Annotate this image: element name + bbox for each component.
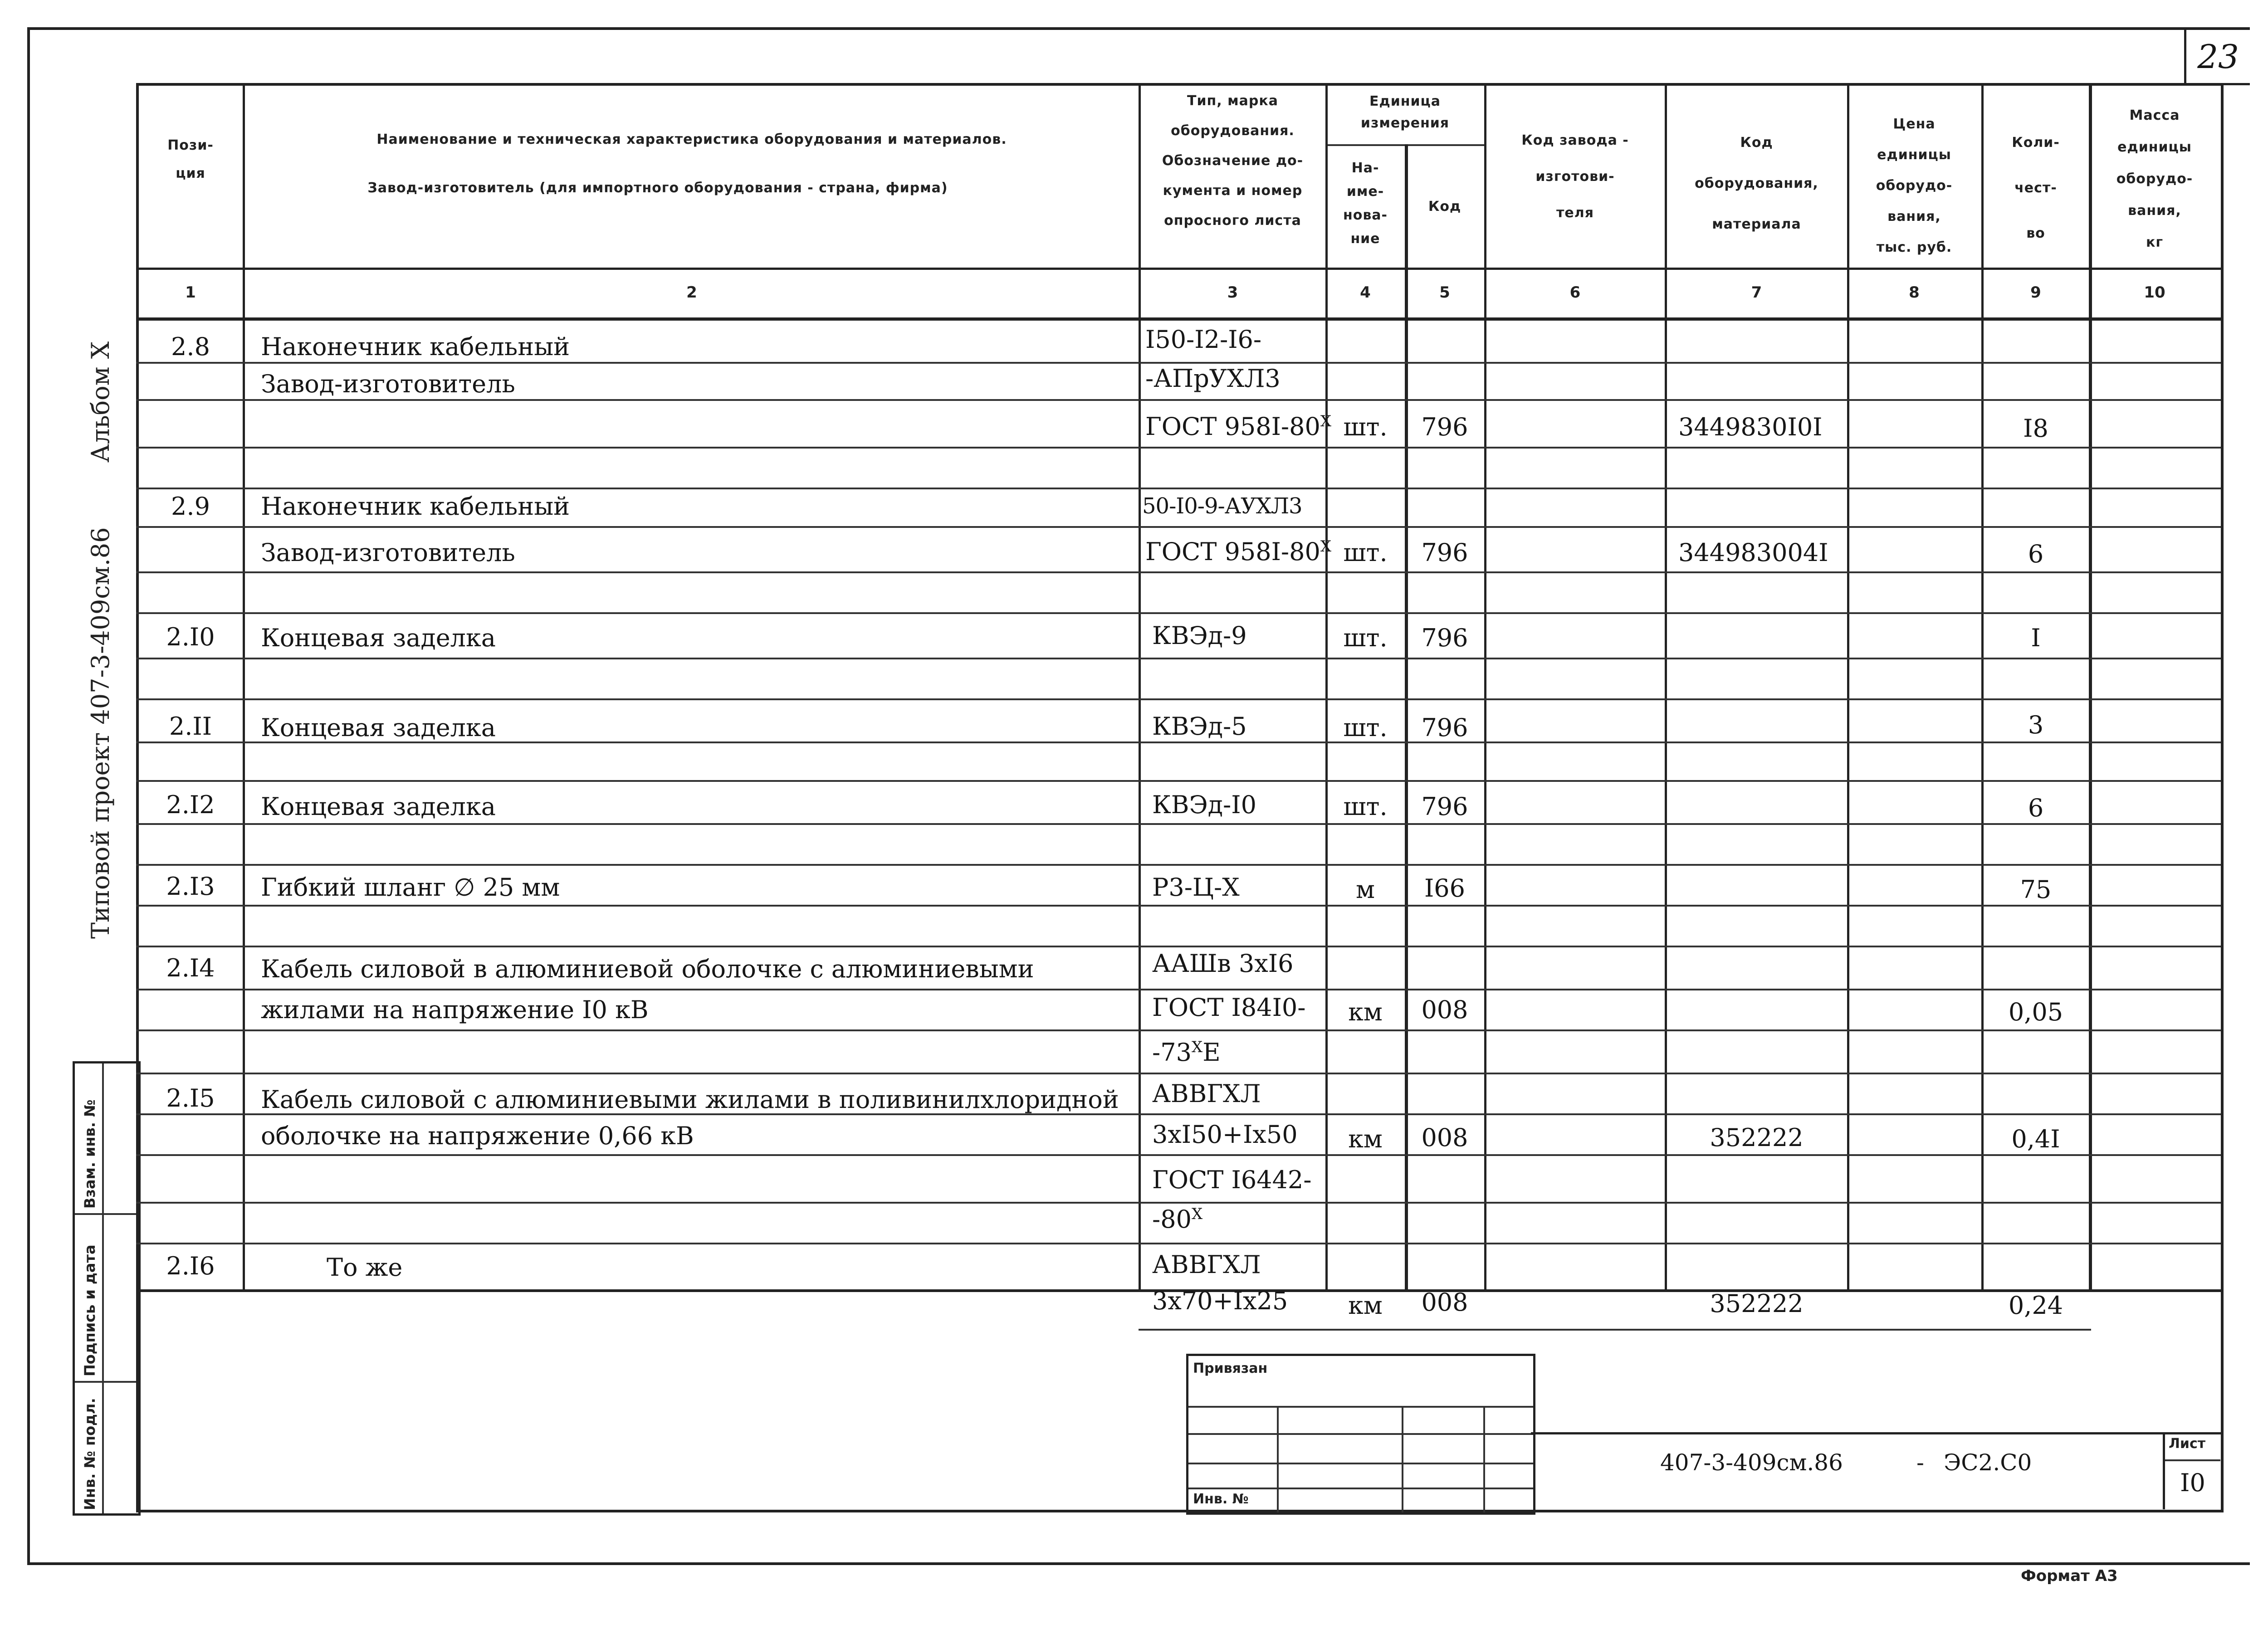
row-line [136,526,2221,528]
col-line-7 [1847,83,1849,1289]
inv-no-label: Инв. № [1193,1491,1249,1507]
header-quantity: Коли- чест- во [2012,135,2060,241]
col-line-2 [1139,83,1141,1289]
binding-label: Привязан [1193,1361,1268,1376]
row-type: 3х70+Iх25 [1152,1287,1288,1315]
row-unit-code: 008 [1421,995,1468,1024]
row-type: -АПрУХЛ3 [1145,364,1281,393]
row-type: АВВГХЛ [1152,1079,1261,1108]
binding-stamp [1186,1354,1535,1515]
colnum-6: 6 [1569,283,1581,302]
row-line [136,658,2221,659]
row-line [136,864,2221,866]
corner-number-box [2184,29,2250,85]
header-unit-group: Единица измерения [1360,93,1450,131]
title-stamp-top [1531,1432,2221,1434]
row-line [136,1073,2221,1074]
col-line-1 [243,83,245,1289]
row-name: Кабель силовой в алюминиевой оболочке с алюминиевыми [261,955,1034,983]
header-type: Тип, марка оборудования. Обозначение до- кумента и номер опросного листа [1162,93,1304,229]
row-position: 2.I2 [166,790,215,819]
inv-orig-label: Инв. № подл. [81,1398,98,1510]
row-name: Наконечник кабельный [261,492,570,521]
row-unit: шт. [1343,538,1388,567]
row-name: То же [327,1253,403,1282]
header-name-line1: Наименование и техническая характеристика оборудования и материалов. [376,132,1007,147]
header-equipment-code: Код оборудования, материала [1695,135,1818,232]
row-unit: км [1348,1291,1383,1320]
row-unit-code: 796 [1421,792,1468,821]
row-type: Р3-Ц-Х [1152,873,1240,902]
row-quantity: 0,24 [2008,1291,2063,1320]
row-name: Гибкий шланг ∅ 25 мм [261,873,560,902]
colnum-10: 10 [2144,283,2165,302]
row-unit: шт. [1343,713,1388,742]
row-unit-code: 008 [1421,1123,1468,1152]
colnum-8: 8 [1909,283,1920,302]
col-line-6 [1665,83,1667,1289]
row-position: 2.8 [171,332,210,361]
row-type: $-80^X$ [1152,1205,1203,1234]
row-name: Завод-изготовитель [261,370,515,398]
row-position: 2.9 [171,492,210,521]
page-left-border [27,27,30,1562]
row-unit: шт. [1343,792,1388,821]
row-unit-code: 796 [1421,713,1468,742]
row-position: 2.I3 [166,872,215,901]
row-quantity: 0,4I [2011,1125,2060,1153]
row-type: АВВГХЛ [1152,1250,1261,1279]
header-mass: Масса единицы оборудо- вания, кг [2116,107,2193,250]
sheet-box [2163,1432,2220,1509]
sheet-label: Лист [2169,1436,2206,1452]
row-type: КВЭд-I0 [1152,790,1256,819]
row-position: 2.I0 [166,623,215,651]
row-unit: шт. [1343,624,1388,652]
code-dash: - [1916,1449,1924,1476]
sign-date-label: Подпись и дата [81,1244,98,1376]
row-equipment-code: 352222 [1710,1289,1804,1318]
header-factory-code: Код завода - изготови- теля [1521,132,1629,221]
col-line-3 [1325,83,1328,1289]
row-quantity: 3 [2028,711,2044,739]
colnum-3: 3 [1227,283,1238,302]
row-unit-code: I66 [1424,874,1466,902]
row-line [136,780,2221,782]
colnum-7: 7 [1751,283,1762,302]
row-name: оболочке на напряжение 0,66 кВ [261,1122,694,1150]
row-type: $-73^XЕ$ [1152,1038,1221,1067]
row-line [136,946,2221,947]
row-name: Концевая заделка [261,792,496,821]
row-name: жилами на напряжение I0 кВ [261,995,649,1024]
row-equipment-code: 3449830I0I [1678,413,1823,441]
row-quantity: 6 [2028,540,2044,568]
row-unit: м [1355,875,1375,904]
header-unit-code: Код [1428,199,1461,215]
row-quantity: I8 [2023,414,2048,443]
row-line [136,905,2221,907]
row-name: Кабель силовой с алюминиевыми жилами в поливинилхлоридной [261,1085,1119,1114]
colnum-1: 1 [185,283,196,302]
document-code: 407-3-409см.86 [1660,1449,1843,1476]
row-unit-code: 008 [1421,1288,1468,1317]
row-type: 50-I0-9-АУХЛ3 [1142,493,1302,519]
row-type: КВЭд-9 [1152,621,1247,650]
numbers-bottom-line [136,317,2221,321]
row-line [136,989,2221,990]
row-line [1139,1329,2091,1331]
header-price: Цена единицы оборудо- вания, тыс. руб. [1876,116,1953,255]
row-unit-code: 796 [1421,624,1468,652]
row-name: Концевая заделка [261,713,496,742]
row-unit: км [1348,998,1383,1026]
left-stamp-strip [73,1061,141,1516]
row-line [136,1243,2221,1244]
header-unit-name: На- име- нова- ние [1343,160,1388,247]
row-name: Завод-изготовитель [261,538,515,567]
row-line [136,1029,2221,1031]
row-position: 2.I6 [166,1252,215,1280]
row-quantity: 75 [2020,875,2052,904]
colnum-4: 4 [1360,283,1371,302]
row-type: ААШв 3хI6 [1152,949,1294,978]
row-line [136,1154,2221,1156]
row-position: 2.I5 [166,1084,215,1112]
colnum-9: 9 [2030,283,2041,302]
row-unit: шт. [1343,413,1388,441]
row-line [136,362,2221,364]
row-equipment-code: 352222 [1710,1123,1804,1152]
row-unit-code: 796 [1421,538,1468,567]
col-line-9 [2089,83,2092,1289]
page-bottom-border [27,1562,2250,1565]
header-bottom-line [136,268,2221,270]
header-position: Пози- ция [167,137,214,181]
row-type: ГОСТ I84I0- [1152,993,1306,1022]
row-line [136,1202,2221,1204]
format-label: Формат А3 [2021,1567,2118,1585]
row-line [136,488,2221,489]
row-name: Наконечник кабельный [261,332,570,361]
row-line [136,399,2221,401]
row-quantity: 6 [2028,794,2044,822]
row-type: ГОСТ $958I-80^X$ [1145,537,1332,566]
row-unit-code: 796 [1421,413,1468,441]
row-line [136,698,2221,700]
row-quantity: I [2031,624,2041,652]
row-position: 2.I4 [166,954,215,982]
row-type: 3хI50+Iх50 [1152,1120,1298,1149]
header-name-line2: Завод-изготовитель (для импортного оборудования - страна, фирма) [367,180,948,196]
colnum-5: 5 [1439,283,1450,302]
sheet-code: ЭС2.С0 [1944,1449,2032,1476]
row-type: ГОСТ $958I-80^X$ [1145,412,1332,441]
page-top-border [27,27,2250,30]
row-line [136,612,2221,614]
row-line [136,447,2221,449]
row-quantity: 0,05 [2008,998,2063,1026]
col-line-5 [1484,83,1486,1289]
inv-replace-label: Взам. инв. № [81,1099,98,1209]
row-name: Концевая заделка [261,624,496,652]
row-position: 2.II [169,712,212,741]
row-unit: км [1348,1125,1383,1153]
row-line [136,823,2221,825]
row-type: ГОСТ I6442- [1152,1166,1312,1194]
row-type: КВЭд-5 [1152,712,1247,741]
colnum-2: 2 [686,283,697,302]
album-label: Альбом X [86,341,115,463]
project-label: Типовой проект 407-3-409см.86 [86,527,115,939]
row-type: I50-I2-I6- [1145,325,1262,354]
sheet-number: I0 [2180,1468,2205,1497]
col-line-8 [1981,83,1984,1289]
corner-sheet-number: 23 [2197,38,2239,76]
row-line [136,571,2221,573]
row-equipment-code: 344983004I [1678,538,1828,567]
